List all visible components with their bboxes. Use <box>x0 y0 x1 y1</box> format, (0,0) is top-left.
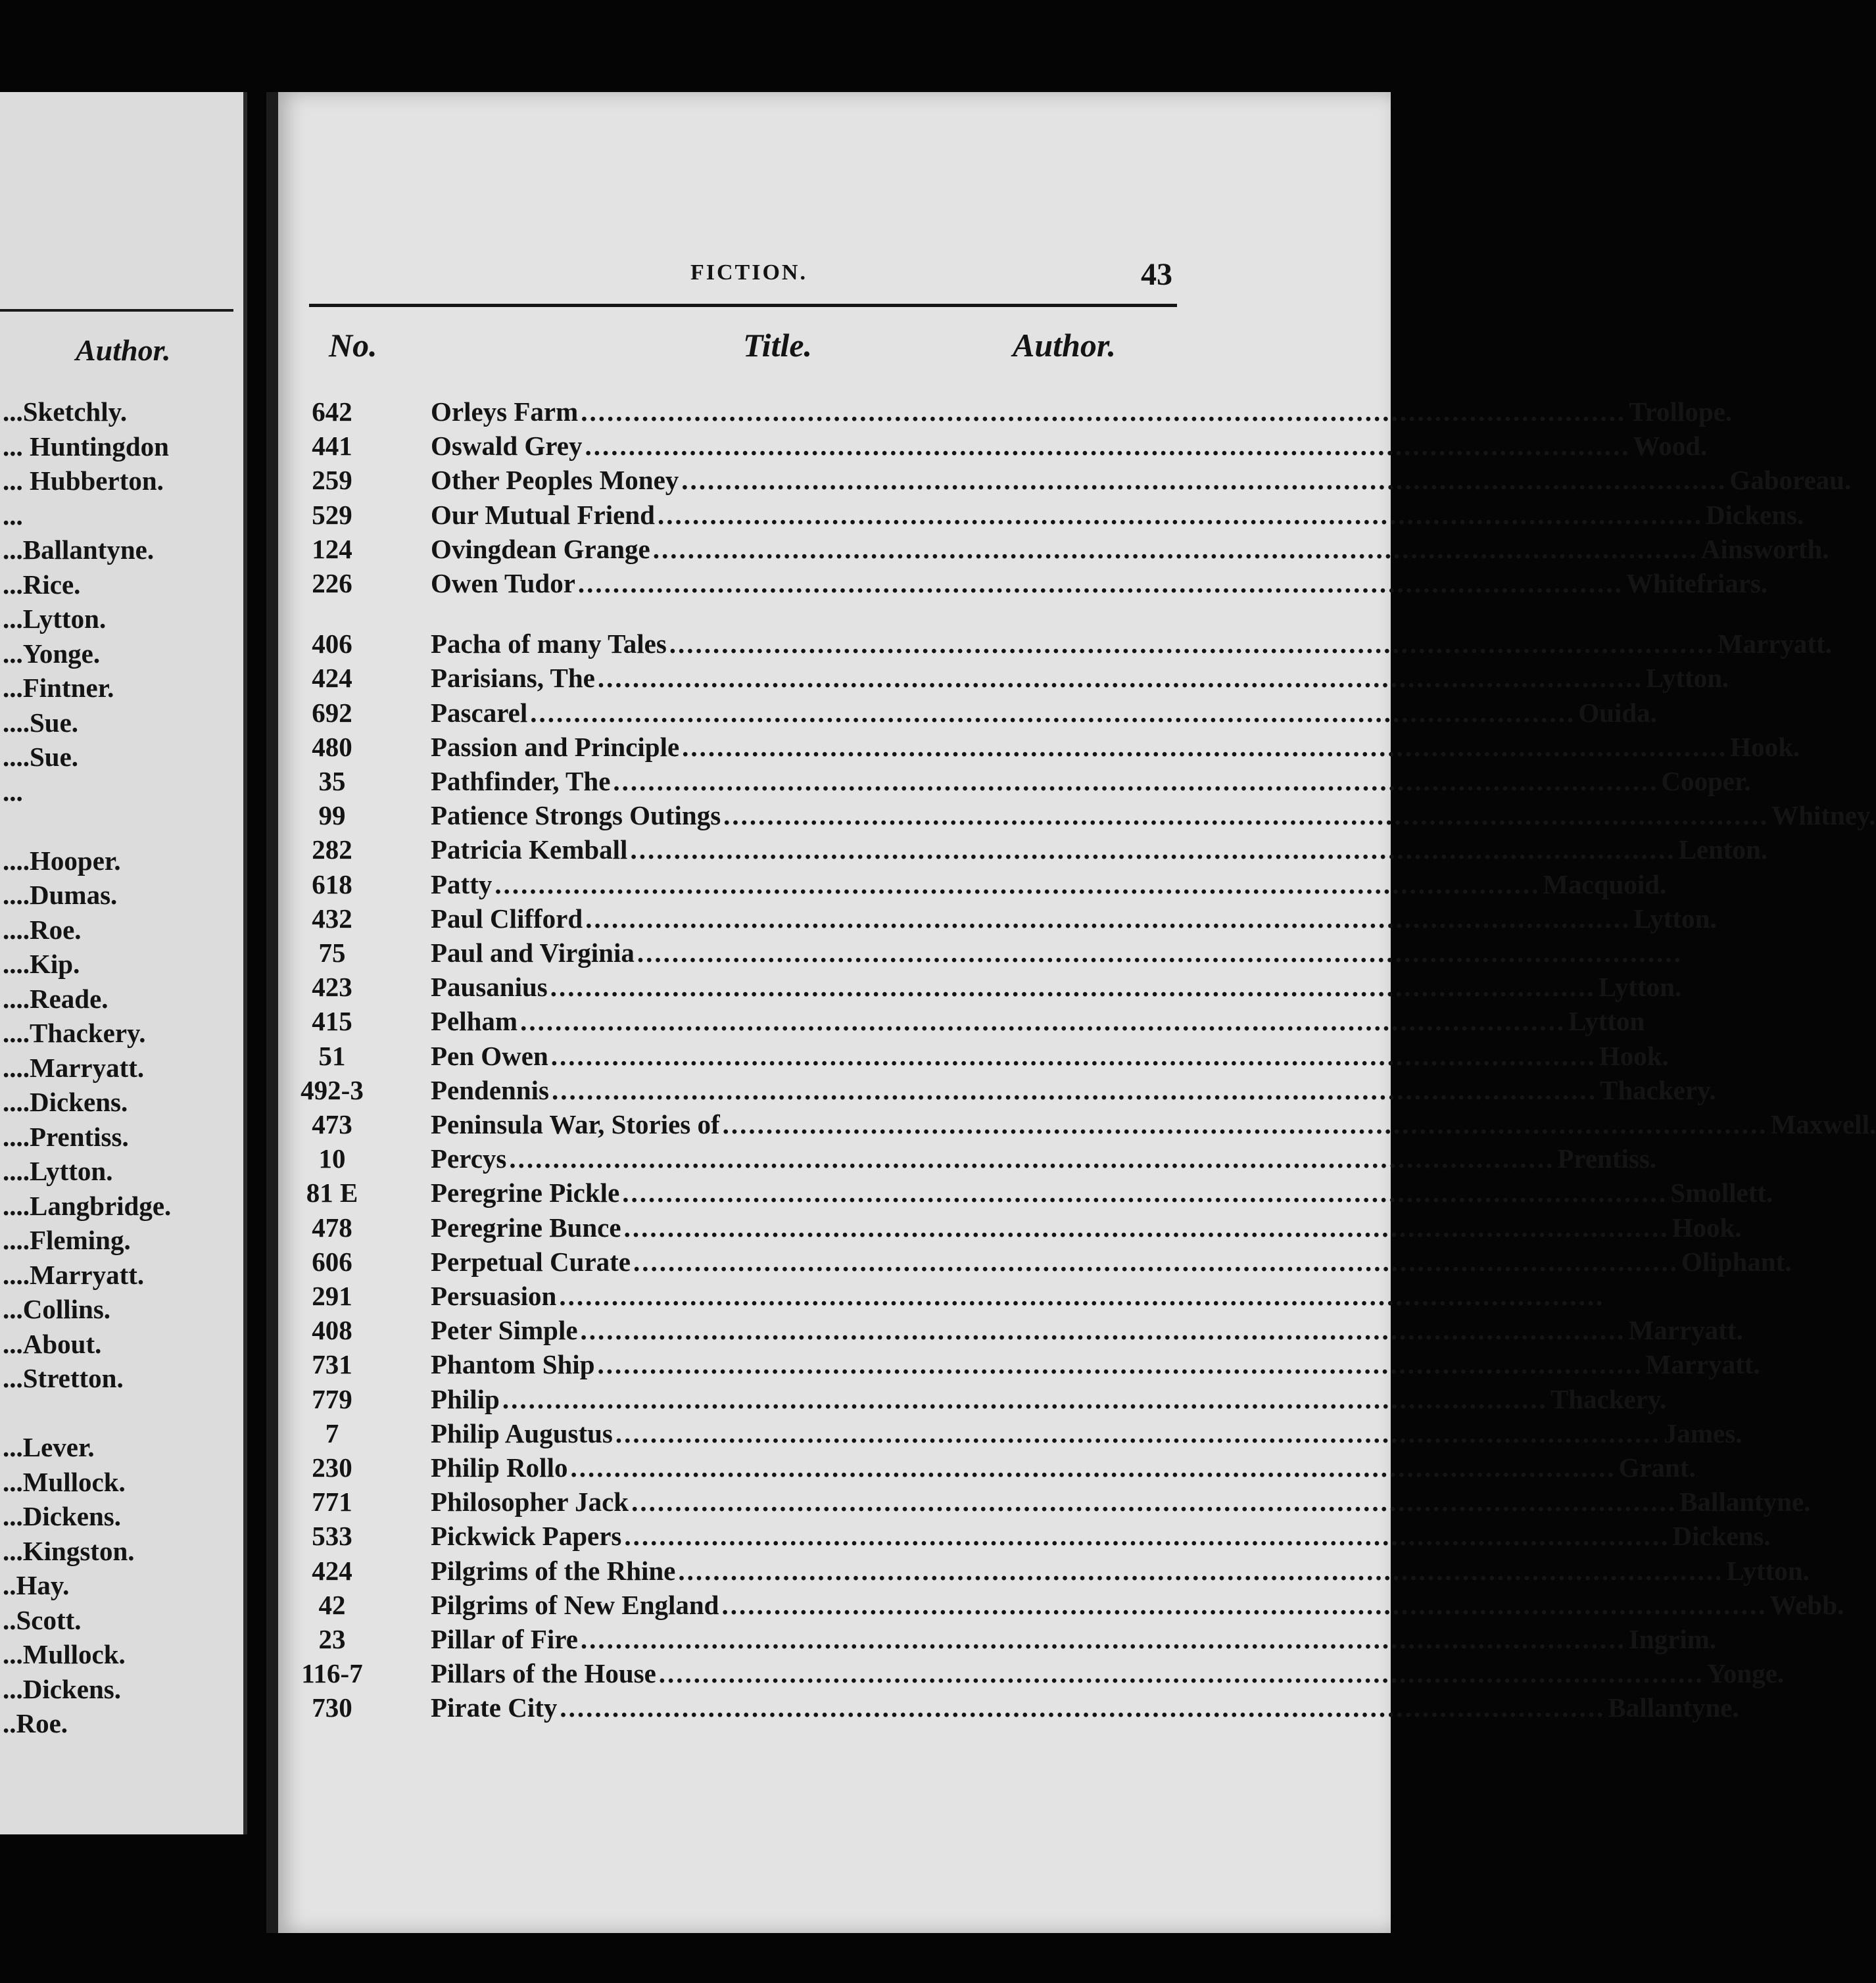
entry-title: Ovingdean Grange <box>431 533 650 564</box>
entry-number: 99 <box>318 800 346 831</box>
entry-author: Ainsworth. <box>1700 533 1829 564</box>
dot-leader: ........................................................................................................................ <box>550 972 1596 1003</box>
page-number: 43 <box>1141 257 1172 292</box>
catalogue-entry <box>289 1039 1669 1073</box>
entry-number: 480 <box>312 731 352 762</box>
catalogue-entry <box>289 901 1717 936</box>
left-author-entry: ...Ballantyne. <box>3 535 155 565</box>
dot-leader: ........................................................................................................................ <box>722 1109 1768 1139</box>
left-author-entry: ...Lytton. <box>3 604 107 634</box>
entry-number: 692 <box>312 697 352 728</box>
catalogue-entry <box>289 1004 1645 1038</box>
catalogue-entry <box>289 832 1768 867</box>
entry-author: Lenton. <box>1678 834 1768 865</box>
dot-leader: ........................................................................................................................ <box>581 396 1627 427</box>
entry-number: 478 <box>312 1212 352 1243</box>
dot-leader: ........................................................................................................................ <box>637 938 1683 968</box>
entry-title-line <box>431 1485 1811 1519</box>
left-author-entry: ....Kip. <box>3 949 80 979</box>
left-author-entry: ..Roe. <box>3 1708 68 1738</box>
left-author-entry: ....Sue. <box>3 742 79 772</box>
entry-title: Pausanius <box>431 972 548 1003</box>
entry-number: 291 <box>312 1281 352 1311</box>
catalogue-entry <box>289 764 1751 798</box>
dot-leader: ........................................................................................................................ <box>585 431 1631 462</box>
entry-number: 606 <box>312 1246 352 1277</box>
entry-number: 230 <box>312 1452 352 1483</box>
left-author-entry: ....Prentiss. <box>3 1121 129 1152</box>
entry-author: Thackery. <box>1550 1383 1667 1414</box>
entry-number: 10 <box>318 1143 346 1174</box>
entry-title-line <box>431 1656 1785 1690</box>
catalogue-entry <box>289 1073 1716 1107</box>
entry-author: Hook. <box>1599 1040 1669 1071</box>
entry-author: Maxwell. <box>1770 1109 1876 1139</box>
entry-title: Pelham <box>431 1006 518 1037</box>
catalogue-entry <box>289 1519 1771 1553</box>
entry-title-line <box>431 429 1708 463</box>
dot-leader: ........................................................................................................................ <box>577 568 1623 598</box>
catalogue-entry <box>289 696 1657 730</box>
dot-leader: ........................................................................................................................ <box>723 800 1769 831</box>
left-author-entry: ...Stretton. <box>3 1363 124 1393</box>
catalogue-entry <box>289 1107 1876 1141</box>
catalogue-entry <box>289 627 1832 661</box>
entry-author: Trollope. <box>1629 396 1733 427</box>
catalogue-entry <box>289 498 1804 532</box>
catalogue-entry <box>289 1450 1696 1485</box>
dot-leader: ........................................................................................................................ <box>570 1452 1616 1483</box>
entry-title-line <box>431 1039 1669 1073</box>
entry-number: 42 <box>318 1589 346 1620</box>
left-author-entry: ...Dickens. <box>3 1673 121 1704</box>
left-author-entry: ...Collins. <box>3 1294 111 1324</box>
entry-number: 226 <box>312 568 352 598</box>
entry-title-line <box>431 566 1768 600</box>
catalogue-entry <box>289 1210 1742 1245</box>
entry-author: Macquoid. <box>1543 869 1667 899</box>
entry-number: 432 <box>312 903 352 934</box>
entry-title: Percys <box>431 1143 507 1174</box>
entry-number: 529 <box>312 499 352 530</box>
entry-number: 75 <box>318 938 346 968</box>
left-author-entry: ...Mullock. <box>3 1466 126 1497</box>
entry-title-line <box>431 1519 1771 1553</box>
dot-leader: ........................................................................................................................ <box>550 1040 1597 1071</box>
entry-number: 23 <box>318 1624 346 1654</box>
catalogue-entry <box>289 1690 1739 1725</box>
entry-author: Lytton <box>1568 1006 1645 1037</box>
entry-title-line <box>431 1690 1739 1725</box>
entry-number: 81 E <box>306 1178 358 1208</box>
catalogue-entry <box>289 1656 1785 1690</box>
dot-leader: ........................................................................................................................ <box>530 697 1576 728</box>
entry-title: Philip Rollo <box>431 1452 568 1483</box>
left-author-entry: ... Hubberton. <box>3 466 164 496</box>
entry-author: Lytton. <box>1633 903 1717 934</box>
entry-number: 642 <box>312 396 352 427</box>
entry-author: Thackery. <box>1600 1074 1716 1105</box>
dot-leader: ........................................................................................................................ <box>597 663 1643 694</box>
entry-title: Pacha of many Tales <box>431 629 667 659</box>
entry-author: Yonge. <box>1706 1658 1785 1689</box>
entry-title-line <box>431 1004 1645 1038</box>
entry-title-line <box>431 1073 1716 1107</box>
entry-title-line <box>431 1279 1605 1313</box>
left-page <box>0 92 247 1834</box>
catalogue-entry <box>289 867 1667 901</box>
catalogue-entry <box>289 1485 1811 1519</box>
entry-author: Marryatt. <box>1628 1315 1743 1346</box>
entry-author: Oliphant. <box>1681 1246 1792 1277</box>
dot-leader: ........................................................................................................................ <box>682 731 1728 762</box>
dot-leader: ........................................................................................................................ <box>502 1383 1548 1414</box>
dot-leader: ........................................................................................................................ <box>681 465 1727 496</box>
entry-title-line <box>431 1107 1876 1141</box>
entry-author: Ballantyne. <box>1608 1692 1739 1723</box>
entry-author: Hook. <box>1672 1212 1742 1243</box>
dot-leader: ........................................................................................................................ <box>721 1589 1768 1620</box>
dot-leader: ........................................................................................................................ <box>622 1178 1668 1208</box>
entry-author: Lytton. <box>1726 1555 1810 1586</box>
entry-title: Peninsula War, Stories of <box>431 1109 720 1139</box>
entry-author: Lytton. <box>1598 972 1682 1003</box>
left-author-entry: ...Mullock. <box>3 1639 126 1669</box>
left-author-entry: ... <box>3 776 23 807</box>
entry-author: Grant. <box>1618 1452 1696 1483</box>
catalogue-entry <box>289 730 1800 764</box>
left-author-entry: ....Marryatt. <box>3 1052 145 1083</box>
entry-title-line <box>431 764 1751 798</box>
dot-leader: ........................................................................................................................ <box>494 869 1541 899</box>
catalogue-entry <box>289 566 1768 600</box>
left-author-entry: ..Scott. <box>3 1604 82 1635</box>
entry-title-line <box>431 832 1768 867</box>
entry-author: Marryatt. <box>1717 629 1832 659</box>
entry-number: 424 <box>312 663 352 694</box>
entry-author: Ouida. <box>1578 697 1657 728</box>
left-author-entry: ...Fintner. <box>3 673 114 703</box>
dot-leader: ........................................................................................................................ <box>678 1555 1724 1586</box>
header-rule <box>309 304 1177 307</box>
left-author-column-header: Author. <box>76 333 171 367</box>
left-author-entry: ...Dickens. <box>3 1501 121 1531</box>
entry-title-line <box>431 1245 1792 1279</box>
entry-title: Pen Owen <box>431 1040 548 1071</box>
left-author-entry: ....Lytton. <box>3 1156 113 1186</box>
entry-title: Passion and Principle <box>431 731 680 762</box>
catalogue-entry <box>289 1176 1773 1210</box>
dot-leader: ........................................................................................................................ <box>509 1143 1555 1174</box>
left-author-entry: ....Fleming. <box>3 1225 131 1255</box>
entry-author: Ingrim. <box>1628 1624 1717 1654</box>
entry-number: 730 <box>312 1692 352 1723</box>
left-author-entry: ....Roe. <box>3 914 82 945</box>
entry-author: Lytton. <box>1645 663 1729 694</box>
entry-author: Cooper. <box>1661 766 1751 796</box>
dot-leader: ........................................................................................................................ <box>652 533 1698 564</box>
column-header-author: Author. <box>1013 327 1117 364</box>
entry-title-line <box>431 1141 1657 1176</box>
entry-number: 35 <box>318 766 346 796</box>
entry-title-line <box>431 1622 1717 1656</box>
entry-title-line <box>431 463 1852 497</box>
catalogue-entry <box>289 798 1876 832</box>
entry-number: 533 <box>312 1521 352 1552</box>
entry-author: Dickens. <box>1672 1521 1771 1552</box>
dot-leader: ........................................................................................................................ <box>630 834 1676 865</box>
left-author-entry: ....Thackery. <box>3 1018 146 1048</box>
entry-title: Persuasion <box>431 1281 557 1311</box>
entry-number: 423 <box>312 972 352 1003</box>
left-author-entry: ....Hooper. <box>3 845 121 876</box>
entry-title: Peregrine Bunce <box>431 1212 621 1243</box>
left-author-entry: ...Rice. <box>3 569 81 600</box>
entry-title-line <box>431 498 1804 532</box>
entry-title-line <box>431 661 1729 695</box>
entry-title-line <box>431 936 1683 970</box>
catalogue-entry <box>289 532 1829 566</box>
catalogue-entry <box>289 970 1682 1004</box>
dot-leader: ........................................................................................................................ <box>552 1074 1597 1105</box>
entry-number: 473 <box>312 1109 352 1139</box>
left-author-entry: ... <box>3 500 23 531</box>
dot-leader: ........................................................................................................................ <box>559 1281 1605 1311</box>
entry-title-line <box>431 1313 1743 1347</box>
entry-author: Gaboreau. <box>1729 465 1852 496</box>
catalogue-entry <box>289 1416 1743 1450</box>
left-author-entry: ....Sue. <box>3 707 79 738</box>
entry-title: Perpetual Curate <box>431 1246 631 1277</box>
entry-title: Pickwick Papers <box>431 1521 622 1552</box>
catalogue-entry <box>289 1554 1810 1588</box>
entry-title: Parisians, The <box>431 663 595 694</box>
entry-author: Ballantyne. <box>1679 1487 1811 1517</box>
entry-title-line <box>431 1210 1742 1245</box>
entry-title: Oswald Grey <box>431 431 583 462</box>
entry-title: Pascarel <box>431 697 528 728</box>
left-author-entry: ... Huntingdon <box>3 431 169 462</box>
entry-title: Philosopher Jack <box>431 1487 629 1517</box>
entry-title: Pirate City <box>431 1692 558 1723</box>
entry-title: Pillars of the House <box>431 1658 656 1689</box>
left-author-entry: ....Marryatt. <box>3 1259 145 1290</box>
dot-leader: ........................................................................................................................ <box>580 1315 1626 1346</box>
entry-title-line <box>431 867 1667 901</box>
dot-leader: ........................................................................................................................ <box>633 1246 1679 1277</box>
dot-leader: ........................................................................................................................ <box>613 766 1659 796</box>
entry-number: 7 <box>325 1418 339 1448</box>
entry-author: James. <box>1663 1418 1743 1448</box>
entry-title-line <box>431 1554 1810 1588</box>
entry-title: Philip Augustus <box>431 1418 613 1448</box>
catalogue-entry <box>289 661 1729 695</box>
entry-number: 618 <box>312 869 352 899</box>
entry-title: Pilgrims of New England <box>431 1589 719 1620</box>
left-author-entry: ...Kingston. <box>3 1535 135 1566</box>
entry-title-line <box>431 798 1876 832</box>
entry-number: 441 <box>312 431 352 462</box>
left-author-entry: ....Dickens. <box>3 1087 128 1117</box>
entry-number: 779 <box>312 1383 352 1414</box>
entry-title-line <box>431 1450 1696 1485</box>
entry-number: 282 <box>312 834 352 865</box>
dot-leader: ........................................................................................................................ <box>624 1521 1670 1552</box>
catalogue-entry <box>289 463 1852 497</box>
catalogue-entry <box>289 1622 1717 1656</box>
dot-leader: ........................................................................................................................ <box>623 1212 1670 1243</box>
entry-title-line <box>431 1347 1760 1381</box>
dot-leader: ........................................................................................................................ <box>560 1692 1606 1723</box>
entry-title: Other Peoples Money <box>431 465 679 496</box>
column-header-no: No. <box>329 327 377 364</box>
left-author-entry: ...About. <box>3 1328 102 1359</box>
entry-number: 124 <box>312 533 352 564</box>
catalogue-entry <box>289 1245 1792 1279</box>
entry-number: 116-7 <box>301 1658 363 1689</box>
entry-title-line <box>431 1416 1743 1450</box>
entry-number: 259 <box>312 465 352 496</box>
entry-title-line <box>431 394 1733 429</box>
left-author-entry: ...Lever. <box>3 1432 95 1462</box>
entry-author: Hook. <box>1730 731 1800 762</box>
left-author-entry: ..Hay. <box>3 1570 70 1600</box>
dot-leader: ........................................................................................................................ <box>520 1006 1566 1037</box>
entry-number: 424 <box>312 1555 352 1586</box>
entry-title: Pathfinder, The <box>431 766 611 796</box>
entry-title-line <box>431 970 1682 1004</box>
dot-leader: ........................................................................................................................ <box>669 629 1715 659</box>
entry-number: 771 <box>312 1487 352 1517</box>
entry-title-line <box>431 901 1717 936</box>
left-author-entry: ....Reade. <box>3 983 108 1014</box>
entry-title: Paul and Virginia <box>431 938 635 968</box>
entry-title: Philip <box>431 1383 500 1414</box>
catalogue-entry <box>289 1588 1844 1622</box>
dot-leader: ........................................................................................................................ <box>615 1418 1661 1448</box>
entry-title: Orleys Farm <box>431 396 579 427</box>
catalogue-entry <box>289 394 1733 429</box>
entry-title: Pilgrims of the Rhine <box>431 1555 676 1586</box>
entry-title: Owen Tudor <box>431 568 575 598</box>
entry-title: Our Mutual Friend <box>431 499 655 530</box>
left-author-entry: ...Sketchly. <box>3 396 128 427</box>
entry-author: Whitney. <box>1771 800 1876 831</box>
catalogue-entry <box>289 1347 1760 1381</box>
entry-number: 406 <box>312 629 352 659</box>
catalogue-entry <box>289 936 1683 970</box>
entry-author: Prentiss. <box>1557 1143 1657 1174</box>
dot-leader: ........................................................................................................................ <box>657 499 1703 530</box>
entry-author: Whitefriars. <box>1625 568 1768 598</box>
entry-title-line <box>431 1176 1773 1210</box>
left-author-entry: ...Yonge. <box>3 638 101 669</box>
dot-leader: ........................................................................................................................ <box>631 1487 1677 1517</box>
dot-leader: ........................................................................................................................ <box>585 903 1631 934</box>
entry-title-line <box>431 1588 1844 1622</box>
left-author-entry: ....Langbridge. <box>3 1190 172 1221</box>
entry-title: Patricia Kemball <box>431 834 628 865</box>
entry-title-line <box>431 627 1832 661</box>
left-page-rule <box>0 309 233 312</box>
entry-author: Webb. <box>1769 1589 1844 1620</box>
left-author-entry: ....Dumas. <box>3 880 118 910</box>
entry-author: Marryatt. <box>1645 1349 1760 1380</box>
column-header-title: Title. <box>743 327 813 364</box>
entry-title: Peregrine Pickle <box>431 1178 620 1208</box>
dot-leader: ........................................................................................................................ <box>580 1624 1626 1654</box>
entry-title: Peter Simple <box>431 1315 578 1346</box>
dot-leader: ........................................................................................................................ <box>597 1349 1643 1380</box>
entry-title: Pillar of Fire <box>431 1624 578 1654</box>
catalogue-entry <box>289 1382 1667 1416</box>
entry-title: Phantom Ship <box>431 1349 595 1380</box>
entry-title-line <box>431 696 1657 730</box>
entry-number: 51 <box>318 1040 346 1071</box>
entry-title: Patty <box>431 869 493 899</box>
running-head: FICTION. <box>690 260 807 285</box>
catalogue-entry <box>289 1141 1657 1176</box>
entry-title-line <box>431 532 1829 566</box>
entry-number: 408 <box>312 1315 352 1346</box>
entry-number: 492-3 <box>301 1074 364 1105</box>
catalogue-entry <box>289 429 1708 463</box>
entry-title: Pendennis <box>431 1074 549 1105</box>
entry-number: 731 <box>312 1349 352 1380</box>
entry-author: Dickens. <box>1705 499 1804 530</box>
entry-title-line <box>431 730 1800 764</box>
catalogue-entry <box>289 1279 1605 1313</box>
catalogue-entry <box>289 1313 1743 1347</box>
dot-leader: ........................................................................................................................ <box>658 1658 1704 1689</box>
entry-title-line <box>431 1382 1667 1416</box>
entry-title: Paul Clifford <box>431 903 583 934</box>
entry-number: 415 <box>312 1006 352 1037</box>
entry-author: Wood. <box>1633 431 1708 462</box>
entry-author: Smollett. <box>1670 1178 1773 1208</box>
entry-title: Patience Strongs Outings <box>431 800 721 831</box>
